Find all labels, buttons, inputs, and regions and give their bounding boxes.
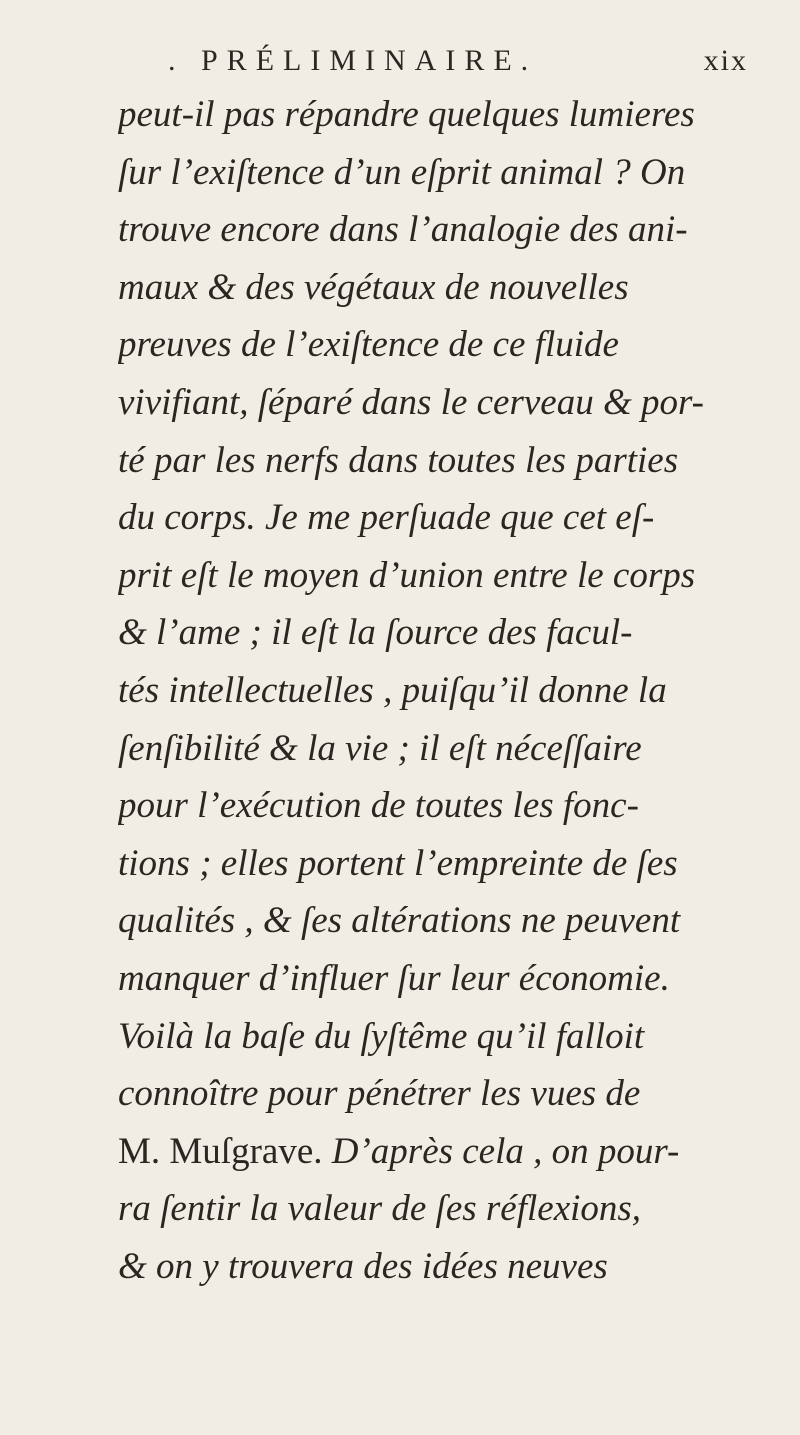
text-line: ſur l’exiſtence d’un eſprit animal ? On bbox=[118, 151, 686, 193]
text-line: & l’ame ; il eſt la ſource des facul- bbox=[118, 612, 633, 654]
text-line: preuves de l’exiſtence de ce fluide bbox=[118, 324, 619, 366]
running-head-title: . PRÉLIMINAIRE. bbox=[168, 44, 538, 77]
text-line: ra ſentir la valeur de ſes réflexions, bbox=[118, 1188, 642, 1230]
text-line: du corps. Je me perſuade que cet eſ- bbox=[118, 497, 655, 539]
text-line: Voilà la baſe du ſyſtême qu’il falloit bbox=[118, 1015, 645, 1057]
text-line: pour l’exécution de toutes les fonc- bbox=[118, 785, 639, 827]
page-number: xix bbox=[703, 44, 748, 77]
author-name: M. Muſgrave. bbox=[118, 1130, 323, 1172]
text-line: & on y trouvera des idées neuves bbox=[118, 1245, 608, 1287]
running-head bbox=[168, 44, 748, 84]
text-line: tions ; elles portent l’empreinte de ſes bbox=[118, 842, 678, 884]
body-text bbox=[118, 86, 758, 1295]
text-line-continuation: D’après cela , on pour- bbox=[322, 1130, 680, 1172]
text-line: té par les nerfs dans toutes les parties bbox=[118, 439, 679, 481]
text-line bbox=[118, 1123, 758, 1181]
text-line: prit eſt le moyen d’union entre le corps bbox=[118, 554, 696, 596]
text-line: vivifiant, ſéparé dans le cerveau & por- bbox=[118, 381, 704, 423]
text-line: qualités , & ſes altérations ne peuvent bbox=[118, 900, 681, 942]
text-line: peut-il pas répandre quelques lumieres bbox=[118, 94, 695, 135]
text-line: trouve encore dans l’analogie des ani- bbox=[118, 209, 688, 251]
text-line: maux & des végétaux de nouvelles bbox=[118, 266, 629, 308]
text-line: ſenſibilité & la vie ; il eſt néceſſaire bbox=[118, 727, 642, 769]
text-line: connoître pour pénétrer les vues de bbox=[118, 1073, 641, 1115]
text-line: manquer d’influer ſur leur économie. bbox=[118, 957, 670, 999]
text-line: tés intellectuelles , puiſqu’il donne la bbox=[118, 669, 667, 711]
